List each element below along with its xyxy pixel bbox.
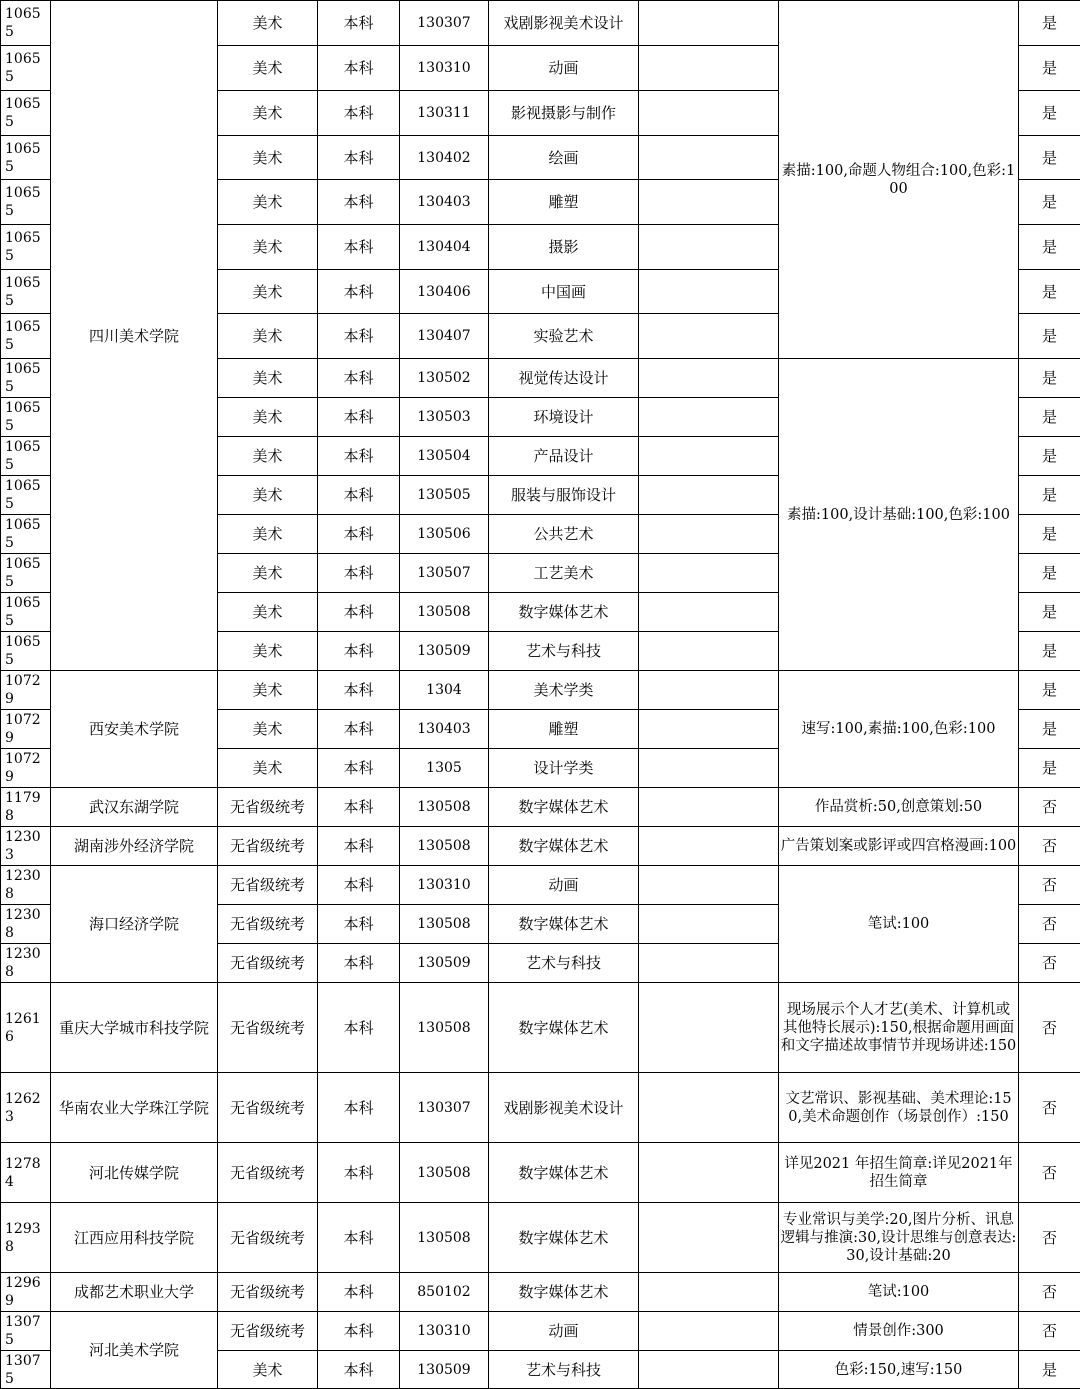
major-name: 数字媒体艺术 bbox=[489, 983, 639, 1073]
major-code: 1304 bbox=[400, 671, 489, 710]
school-code: 10655 bbox=[1, 314, 51, 359]
major-code: 130307 bbox=[400, 1, 489, 46]
major-name: 戏剧影视美术设计 bbox=[489, 1, 639, 46]
major-code: 130310 bbox=[400, 46, 489, 91]
degree-level: 本科 bbox=[318, 710, 400, 749]
degree-level: 本科 bbox=[318, 1073, 400, 1143]
category: 美术 bbox=[218, 632, 318, 671]
degree-level: 本科 bbox=[318, 515, 400, 554]
major-name: 动画 bbox=[489, 866, 639, 905]
school-exam-flag: 否 bbox=[1019, 1312, 1080, 1351]
school-code: 10655 bbox=[1, 1, 51, 46]
school-code: 12938 bbox=[1, 1203, 51, 1273]
degree-level: 本科 bbox=[318, 593, 400, 632]
major-code: 130505 bbox=[400, 476, 489, 515]
category: 美术 bbox=[218, 1, 318, 46]
major-code: 130402 bbox=[400, 136, 489, 180]
school-exam-flag: 是 bbox=[1019, 180, 1080, 225]
major-name: 动画 bbox=[489, 46, 639, 91]
degree-level: 本科 bbox=[318, 983, 400, 1073]
school-code: 13075 bbox=[1, 1351, 51, 1389]
major-code: 130503 bbox=[400, 398, 489, 437]
table-body bbox=[1, 1, 1080, 1389]
table-row bbox=[1, 983, 1080, 1073]
degree-level: 本科 bbox=[318, 1273, 400, 1312]
empty-cell bbox=[639, 632, 779, 671]
empty-cell bbox=[639, 136, 779, 180]
degree-level: 本科 bbox=[318, 359, 400, 398]
school-code: 12969 bbox=[1, 1273, 51, 1312]
empty-cell bbox=[639, 1273, 779, 1312]
category: 美术 bbox=[218, 359, 318, 398]
category: 美术 bbox=[218, 398, 318, 437]
school-code: 10655 bbox=[1, 136, 51, 180]
empty-cell bbox=[639, 554, 779, 593]
empty-cell bbox=[639, 983, 779, 1073]
empty-cell bbox=[639, 1351, 779, 1389]
degree-level: 本科 bbox=[318, 46, 400, 91]
category: 美术 bbox=[218, 554, 318, 593]
major-code: 130506 bbox=[400, 515, 489, 554]
category: 无省级统考 bbox=[218, 1203, 318, 1273]
school-code: 10655 bbox=[1, 437, 51, 476]
category: 无省级统考 bbox=[218, 1312, 318, 1351]
major-code: 130509 bbox=[400, 944, 489, 983]
major-name: 数字媒体艺术 bbox=[489, 1203, 639, 1273]
category: 无省级统考 bbox=[218, 983, 318, 1073]
category: 无省级统考 bbox=[218, 788, 318, 827]
major-code: 1305 bbox=[400, 749, 489, 788]
table-row bbox=[1, 827, 1080, 866]
degree-level: 本科 bbox=[318, 944, 400, 983]
degree-level: 本科 bbox=[318, 1351, 400, 1389]
category: 美术 bbox=[218, 225, 318, 270]
exam-subjects: 笔试:100 bbox=[779, 866, 1019, 983]
exam-subjects: 素描:100,设计基础:100,色彩:100 bbox=[779, 359, 1019, 671]
school-exam-flag: 否 bbox=[1019, 905, 1080, 944]
empty-cell bbox=[639, 905, 779, 944]
school-code: 12623 bbox=[1, 1073, 51, 1143]
exam-subjects: 专业常识与美学:20,图片分析、讯息逻辑与推演:30,设计思维与创意表达:30,设计基础:20 bbox=[779, 1203, 1019, 1273]
exam-subjects: 文艺常识、影视基础、美术理论:150,美术命题创作（场景创作）:150 bbox=[779, 1073, 1019, 1143]
major-name: 数字媒体艺术 bbox=[489, 593, 639, 632]
school-exam-flag: 是 bbox=[1019, 749, 1080, 788]
degree-level: 本科 bbox=[318, 398, 400, 437]
school-name: 武汉东湖学院 bbox=[51, 788, 218, 827]
school-exam-flag: 是 bbox=[1019, 91, 1080, 136]
empty-cell bbox=[639, 866, 779, 905]
school-code: 10655 bbox=[1, 46, 51, 91]
major-code: 130307 bbox=[400, 1073, 489, 1143]
degree-level: 本科 bbox=[318, 1203, 400, 1273]
school-exam-flag: 是 bbox=[1019, 225, 1080, 270]
school-name: 河北美术学院 bbox=[51, 1312, 218, 1389]
degree-level: 本科 bbox=[318, 1, 400, 46]
table-row bbox=[1, 866, 1080, 905]
school-exam-flag: 是 bbox=[1019, 710, 1080, 749]
school-name: 江西应用科技学院 bbox=[51, 1203, 218, 1273]
major-code: 130508 bbox=[400, 1203, 489, 1273]
category: 美术 bbox=[218, 136, 318, 180]
major-name: 环境设计 bbox=[489, 398, 639, 437]
category: 美术 bbox=[218, 749, 318, 788]
school-name: 海口经济学院 bbox=[51, 866, 218, 983]
empty-cell bbox=[639, 91, 779, 136]
empty-cell bbox=[639, 710, 779, 749]
empty-cell bbox=[639, 827, 779, 866]
school-exam-flag: 否 bbox=[1019, 1073, 1080, 1143]
category: 无省级统考 bbox=[218, 1073, 318, 1143]
empty-cell bbox=[639, 270, 779, 314]
empty-cell bbox=[639, 749, 779, 788]
school-code: 12784 bbox=[1, 1143, 51, 1203]
major-code: 130507 bbox=[400, 554, 489, 593]
school-exam-flag: 是 bbox=[1019, 359, 1080, 398]
exam-subjects: 色彩:150,速写:150 bbox=[779, 1351, 1019, 1389]
degree-level: 本科 bbox=[318, 788, 400, 827]
major-code: 130403 bbox=[400, 180, 489, 225]
major-code: 130508 bbox=[400, 1143, 489, 1203]
major-code: 130508 bbox=[400, 593, 489, 632]
major-name: 服装与服饰设计 bbox=[489, 476, 639, 515]
category: 美术 bbox=[218, 91, 318, 136]
category: 美术 bbox=[218, 46, 318, 91]
empty-cell bbox=[639, 359, 779, 398]
exam-subjects: 广告策划案或影评或四宫格漫画:100 bbox=[779, 827, 1019, 866]
empty-cell bbox=[639, 1073, 779, 1143]
major-code: 130407 bbox=[400, 314, 489, 359]
school-exam-flag: 否 bbox=[1019, 788, 1080, 827]
major-name: 艺术与科技 bbox=[489, 1351, 639, 1389]
school-exam-flag: 否 bbox=[1019, 1203, 1080, 1273]
major-code: 850102 bbox=[400, 1273, 489, 1312]
major-name: 视觉传达设计 bbox=[489, 359, 639, 398]
major-name: 雕塑 bbox=[489, 180, 639, 225]
category: 美术 bbox=[218, 593, 318, 632]
school-code: 12308 bbox=[1, 905, 51, 944]
school-name: 成都艺术职业大学 bbox=[51, 1273, 218, 1312]
school-exam-flag: 否 bbox=[1019, 944, 1080, 983]
major-name: 摄影 bbox=[489, 225, 639, 270]
major-name: 数字媒体艺术 bbox=[489, 788, 639, 827]
school-code: 11798 bbox=[1, 788, 51, 827]
major-code: 130509 bbox=[400, 1351, 489, 1389]
school-exam-flag: 否 bbox=[1019, 1273, 1080, 1312]
degree-level: 本科 bbox=[318, 91, 400, 136]
empty-cell bbox=[639, 671, 779, 710]
school-code: 10655 bbox=[1, 632, 51, 671]
category: 美术 bbox=[218, 270, 318, 314]
school-exam-flag: 是 bbox=[1019, 632, 1080, 671]
empty-cell bbox=[639, 476, 779, 515]
degree-level: 本科 bbox=[318, 1143, 400, 1203]
school-code: 12303 bbox=[1, 827, 51, 866]
category: 无省级统考 bbox=[218, 866, 318, 905]
empty-cell bbox=[639, 1, 779, 46]
school-exam-flag: 否 bbox=[1019, 827, 1080, 866]
major-code: 130508 bbox=[400, 827, 489, 866]
empty-cell bbox=[639, 398, 779, 437]
major-name: 实验艺术 bbox=[489, 314, 639, 359]
empty-cell bbox=[639, 944, 779, 983]
school-name: 河北传媒学院 bbox=[51, 1143, 218, 1203]
school-code: 10655 bbox=[1, 398, 51, 437]
school-exam-flag: 是 bbox=[1019, 314, 1080, 359]
degree-level: 本科 bbox=[318, 437, 400, 476]
degree-level: 本科 bbox=[318, 314, 400, 359]
major-code: 130311 bbox=[400, 91, 489, 136]
major-code: 130310 bbox=[400, 1312, 489, 1351]
major-code: 130508 bbox=[400, 983, 489, 1073]
exam-subjects: 速写:100,素描:100,色彩:100 bbox=[779, 671, 1019, 788]
major-name: 数字媒体艺术 bbox=[489, 1143, 639, 1203]
school-exam-flag: 是 bbox=[1019, 1, 1080, 46]
degree-level: 本科 bbox=[318, 180, 400, 225]
school-exam-flag: 是 bbox=[1019, 671, 1080, 710]
exam-subjects: 现场展示个人才艺(美术、计算机或其他特长展示):150,根据命题用画面和文字描述故事情节并现场讲述:150 bbox=[779, 983, 1019, 1073]
category: 美术 bbox=[218, 180, 318, 225]
major-name: 数字媒体艺术 bbox=[489, 827, 639, 866]
school-code: 10655 bbox=[1, 515, 51, 554]
school-code: 10729 bbox=[1, 671, 51, 710]
major-name: 美术学类 bbox=[489, 671, 639, 710]
category: 美术 bbox=[218, 314, 318, 359]
school-code: 13075 bbox=[1, 1312, 51, 1351]
major-name: 数字媒体艺术 bbox=[489, 905, 639, 944]
degree-level: 本科 bbox=[318, 225, 400, 270]
school-exam-flag: 是 bbox=[1019, 437, 1080, 476]
exam-subjects: 素描:100,命题人物组合:100,色彩:100 bbox=[779, 1, 1019, 359]
table-row bbox=[1, 1073, 1080, 1143]
table-row bbox=[1, 671, 1080, 710]
table-row bbox=[1, 1203, 1080, 1273]
major-name: 影视摄影与制作 bbox=[489, 91, 639, 136]
category: 美术 bbox=[218, 710, 318, 749]
school-exam-flag: 是 bbox=[1019, 554, 1080, 593]
empty-cell bbox=[639, 1203, 779, 1273]
empty-cell bbox=[639, 180, 779, 225]
school-exam-flag: 是 bbox=[1019, 1351, 1080, 1389]
major-code: 130504 bbox=[400, 437, 489, 476]
major-name: 公共艺术 bbox=[489, 515, 639, 554]
degree-level: 本科 bbox=[318, 671, 400, 710]
major-code: 130509 bbox=[400, 632, 489, 671]
school-code: 12308 bbox=[1, 866, 51, 905]
degree-level: 本科 bbox=[318, 1312, 400, 1351]
major-code: 130508 bbox=[400, 788, 489, 827]
empty-cell bbox=[639, 225, 779, 270]
school-exam-flag: 否 bbox=[1019, 1143, 1080, 1203]
school-exam-flag: 是 bbox=[1019, 270, 1080, 314]
major-name: 动画 bbox=[489, 1312, 639, 1351]
major-code: 130404 bbox=[400, 225, 489, 270]
school-code: 10729 bbox=[1, 749, 51, 788]
school-code: 10655 bbox=[1, 359, 51, 398]
empty-cell bbox=[639, 437, 779, 476]
school-code: 10655 bbox=[1, 270, 51, 314]
school-code: 12308 bbox=[1, 944, 51, 983]
empty-cell bbox=[639, 1312, 779, 1351]
empty-cell bbox=[639, 515, 779, 554]
table-row bbox=[1, 1273, 1080, 1312]
empty-cell bbox=[639, 593, 779, 632]
empty-cell bbox=[639, 1143, 779, 1203]
school-name: 四川美术学院 bbox=[51, 1, 218, 671]
degree-level: 本科 bbox=[318, 136, 400, 180]
degree-level: 本科 bbox=[318, 476, 400, 515]
category: 无省级统考 bbox=[218, 905, 318, 944]
table-row bbox=[1, 1312, 1080, 1351]
school-code: 10655 bbox=[1, 476, 51, 515]
major-name: 绘画 bbox=[489, 136, 639, 180]
category: 美术 bbox=[218, 671, 318, 710]
degree-level: 本科 bbox=[318, 866, 400, 905]
major-name: 设计学类 bbox=[489, 749, 639, 788]
category: 无省级统考 bbox=[218, 1273, 318, 1312]
exam-subjects: 作品赏析:50,创意策划:50 bbox=[779, 788, 1019, 827]
exam-subjects: 情景创作:300 bbox=[779, 1312, 1019, 1351]
school-exam-flag: 否 bbox=[1019, 983, 1080, 1073]
school-exam-flag: 是 bbox=[1019, 46, 1080, 91]
major-code: 130310 bbox=[400, 866, 489, 905]
category: 无省级统考 bbox=[218, 827, 318, 866]
empty-cell bbox=[639, 46, 779, 91]
major-code: 130508 bbox=[400, 905, 489, 944]
school-code: 10655 bbox=[1, 593, 51, 632]
school-name: 华南农业大学珠江学院 bbox=[51, 1073, 218, 1143]
school-code: 12616 bbox=[1, 983, 51, 1073]
category: 无省级统考 bbox=[218, 1143, 318, 1203]
empty-cell bbox=[639, 314, 779, 359]
school-exam-flag: 是 bbox=[1019, 136, 1080, 180]
table-row bbox=[1, 788, 1080, 827]
major-name: 雕塑 bbox=[489, 710, 639, 749]
category: 美术 bbox=[218, 476, 318, 515]
school-name: 西安美术学院 bbox=[51, 671, 218, 788]
school-exam-flag: 是 bbox=[1019, 515, 1080, 554]
school-code: 10729 bbox=[1, 710, 51, 749]
empty-cell bbox=[639, 788, 779, 827]
degree-level: 本科 bbox=[318, 905, 400, 944]
degree-level: 本科 bbox=[318, 270, 400, 314]
major-code: 130403 bbox=[400, 710, 489, 749]
exam-subjects: 详见2021 年招生简章:详见2021年招生简章 bbox=[779, 1143, 1019, 1203]
degree-level: 本科 bbox=[318, 632, 400, 671]
major-name: 艺术与科技 bbox=[489, 944, 639, 983]
major-code: 130406 bbox=[400, 270, 489, 314]
major-name: 产品设计 bbox=[489, 437, 639, 476]
degree-level: 本科 bbox=[318, 749, 400, 788]
category: 美术 bbox=[218, 1351, 318, 1389]
school-code: 10655 bbox=[1, 225, 51, 270]
degree-level: 本科 bbox=[318, 827, 400, 866]
major-name: 艺术与科技 bbox=[489, 632, 639, 671]
school-name: 湖南涉外经济学院 bbox=[51, 827, 218, 866]
table-row bbox=[1, 1, 1080, 46]
major-name: 数字媒体艺术 bbox=[489, 1273, 639, 1312]
major-name: 中国画 bbox=[489, 270, 639, 314]
table-row bbox=[1, 1143, 1080, 1203]
major-name: 戏剧影视美术设计 bbox=[489, 1073, 639, 1143]
major-name: 工艺美术 bbox=[489, 554, 639, 593]
exam-subjects: 笔试:100 bbox=[779, 1273, 1019, 1312]
school-code: 10655 bbox=[1, 554, 51, 593]
school-exam-flag: 是 bbox=[1019, 398, 1080, 437]
school-name: 重庆大学城市科技学院 bbox=[51, 983, 218, 1073]
school-exam-flag: 是 bbox=[1019, 593, 1080, 632]
degree-level: 本科 bbox=[318, 554, 400, 593]
category: 无省级统考 bbox=[218, 944, 318, 983]
school-code: 10655 bbox=[1, 91, 51, 136]
major-code: 130502 bbox=[400, 359, 489, 398]
category: 美术 bbox=[218, 437, 318, 476]
school-code: 10655 bbox=[1, 180, 51, 225]
school-exam-flag: 是 bbox=[1019, 476, 1080, 515]
school-exam-flag: 否 bbox=[1019, 866, 1080, 905]
category: 美术 bbox=[218, 515, 318, 554]
